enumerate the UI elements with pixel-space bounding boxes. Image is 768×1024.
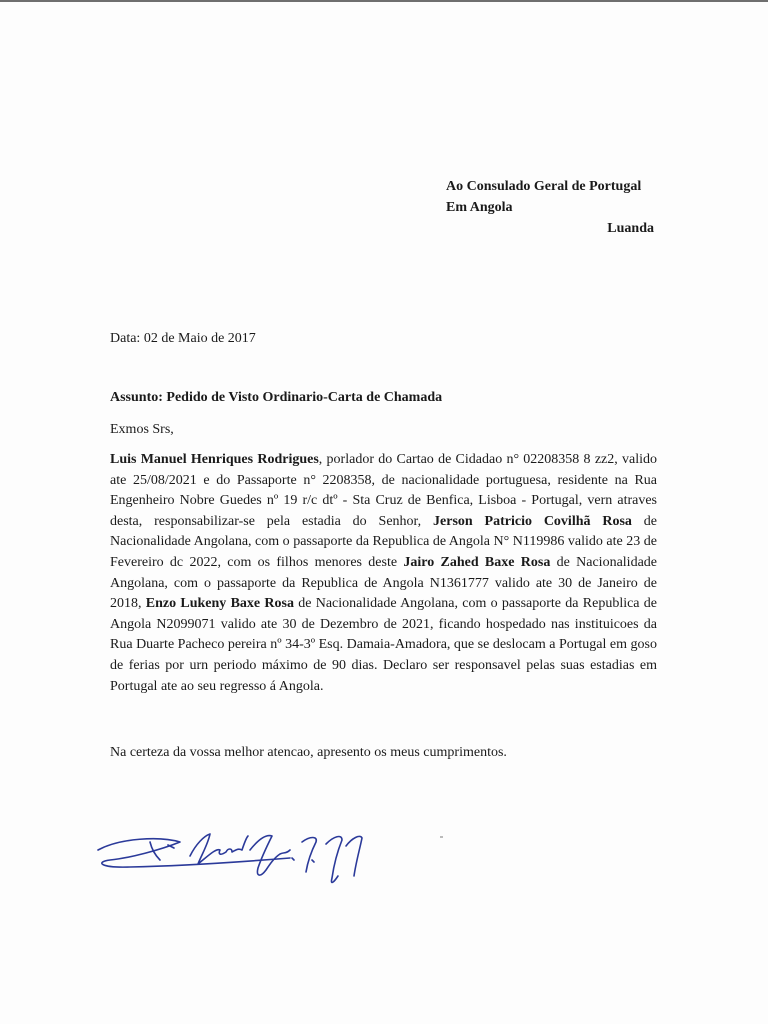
letter-closing: Na certeza da vossa melhor atencao, apresento os meus cumprimentos. [110, 745, 507, 760]
letter-greeting: Exmos Srs, [110, 422, 174, 437]
addressee-line-1: Ao Consulado Geral de Portugal [446, 179, 642, 194]
scan-top-edge [0, 0, 768, 2]
body-name-4: Enzo Lukeny Baxe Rosa [145, 596, 294, 612]
addressee-line-2: Em Angola [446, 200, 513, 215]
body-text-3: de Nacionalidade Angolana, com o passaporte da Republica de Angola N1361777 valido ate 30 de Janeiro de 2018, [110, 554, 657, 612]
body-name-3: Jairo Zahed Baxe Rosa [403, 554, 551, 570]
body-text-2: de Nacionalidade Angolana, com o passaporte da Republica de Angola N° N119986 valido ate 23 de Fevereiro dc 2022, com os filhos menores deste [110, 513, 657, 570]
body-name-1: Luis Manuel Henriques Rodrigues [110, 452, 319, 467]
addressee-block [446, 176, 654, 239]
letter-subject: Assunto: Pedido de Visto Ordinario-Carta de Chamada [110, 390, 443, 405]
body-name-2: Jerson Patricio Covilhã Rosa [433, 513, 632, 529]
signature-icon [90, 820, 380, 895]
letter-date: Data: 02 de Maio de 2017 [110, 331, 256, 346]
body-text-4: de Nacionalidade Angolana, com o passaporte da Republica de Angola N2099071 valido ate 30 de Dezembro de 2021, ficando hospedado nas instituicoes da Rua Duarte Pacheco pereira nº 34-3º Esq. Damaia-Amadora, que se deslocam a Portugal em goso de ferias por urn periodo máximo de 90 dias. Declaro ser responsavel pelas suas estadias em Portugal ate ao seu regresso á Angola. [110, 596, 658, 694]
scan-speck [440, 836, 443, 838]
addressee-city: Luanda [607, 221, 654, 236]
body-text-1: , porlador do Cartao de Cidadao n° 02208358 8 zz2, valido ate 25/08/2021 e do Passaporte n° 2208358, de nacionalidade portuguesa, residente na Rua Engenheiro Nobre Guedes nº 19 r/c dtº - Sta Cruz de Benfica, Lisboa - Portugal, vern atraves desta, responsabilizar-se pela estadia do Senhor, [110, 452, 657, 529]
letter-body [110, 450, 657, 697]
